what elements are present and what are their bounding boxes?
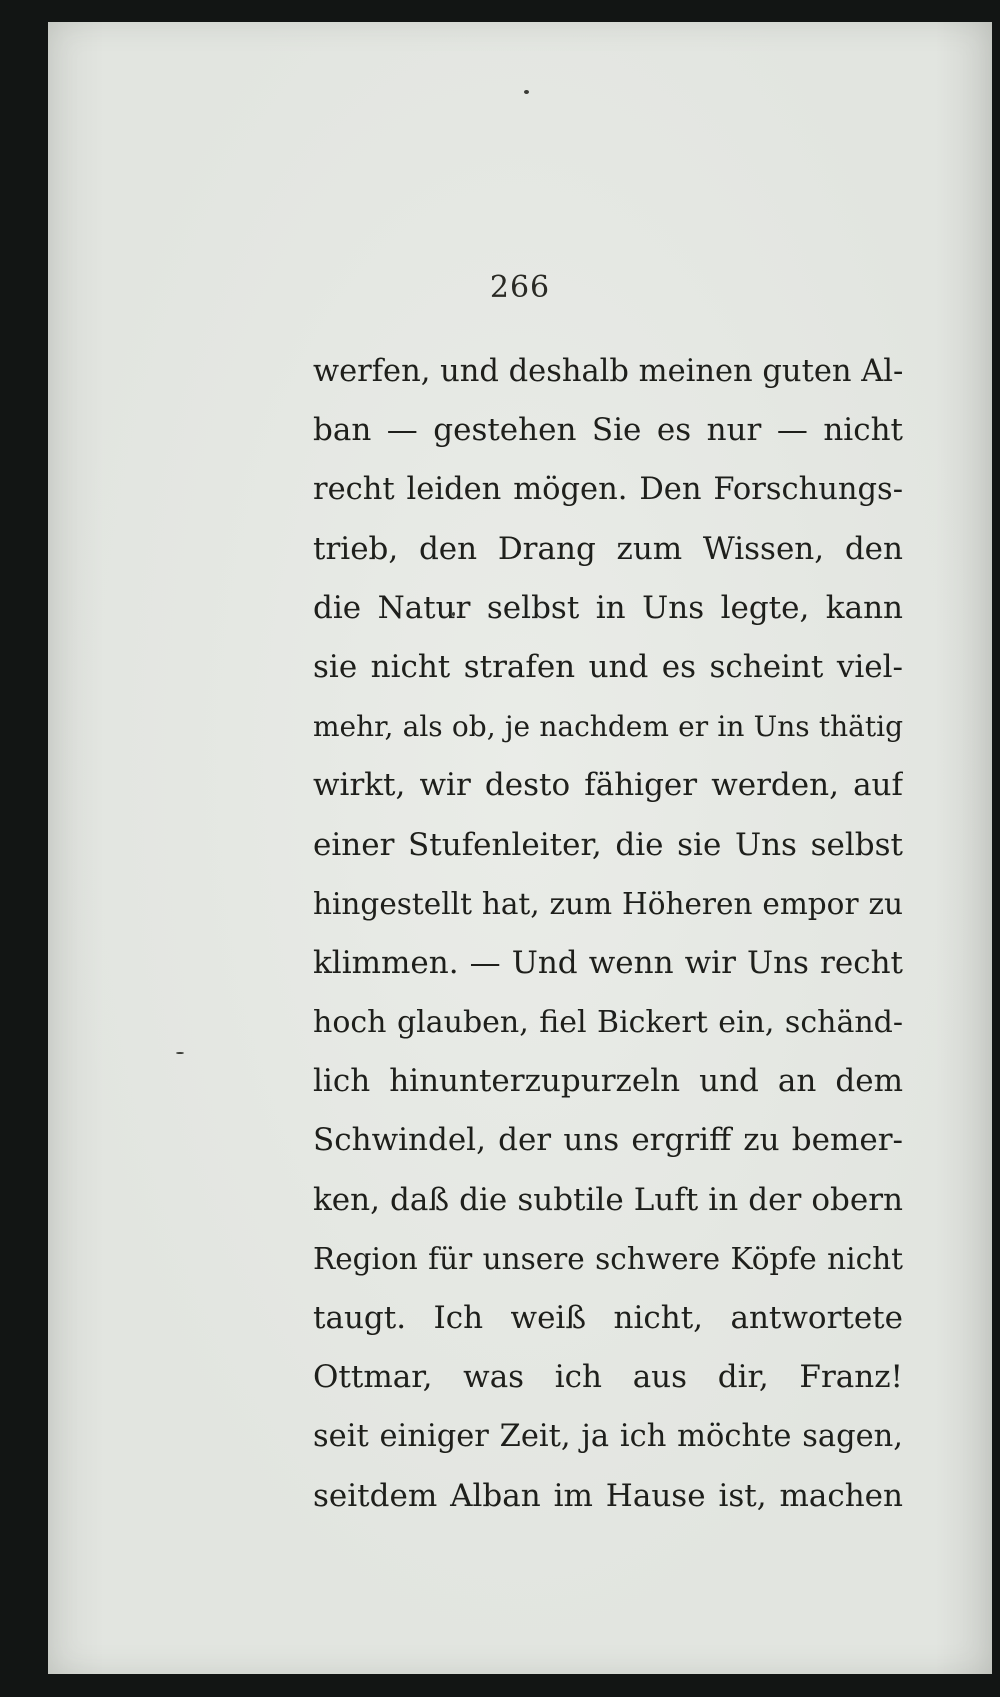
text-line: Schwindel, der uns ergriff zu bemer- (313, 1122, 903, 1159)
text-line: seitdem Alban im Hause ist, machen (313, 1477, 903, 1514)
text-line: taugt. Ich weiß nicht, antwortete (313, 1300, 903, 1336)
text-line: einer Stufenleiter, die sie Uns selbst (313, 826, 903, 863)
text-line: Ottmar, was ich aus dir, Franz! (313, 1359, 903, 1396)
text-line: die Natur selbst in Uns legte, kann (313, 589, 903, 626)
body-text (313, 342, 903, 1526)
ink-speck (176, 1052, 184, 1054)
text-line: mehr, als ob, je nachdem er in Uns thätig (313, 710, 903, 744)
ink-speck (524, 90, 529, 94)
text-line: trieb, den Drang zum Wissen, den (313, 530, 903, 567)
text-line: lich hinunterzupurzeln und an dem (313, 1063, 903, 1100)
text-line: ban — gestehen Sie es nur — nicht (313, 412, 903, 449)
text-line: hoch glauben, fiel Bickert ein, schänd- (313, 1005, 903, 1041)
book-page (48, 22, 992, 1674)
text-line: sie nicht strafen und es scheint viel- (313, 648, 903, 685)
text-line: werfen, und deshalb meinen guten Al- (313, 354, 903, 389)
text-line: wirkt, wir desto fähiger werden, auf (313, 767, 903, 804)
text-line: hingestellt hat, zum Höheren empor zu (313, 886, 903, 921)
text-line: seit einiger Zeit, ja ich möchte sagen, (313, 1419, 903, 1455)
text-line: klimmen. — Und wenn wir Uns recht (313, 944, 903, 981)
text-line: Region für unsere schwere Köpfe nicht (313, 1241, 903, 1276)
page-number: 266 (489, 270, 551, 305)
text-line: recht leiden mögen. Den Forschungs- (313, 472, 903, 508)
text-line: ken, daß die subtile Luft in der obern (313, 1181, 903, 1218)
